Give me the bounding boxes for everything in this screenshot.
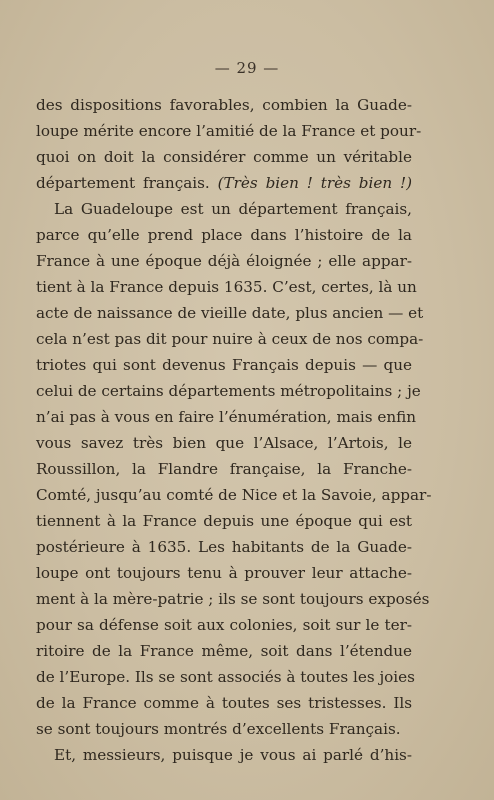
applause-note: (Très bien ! très bien !) bbox=[217, 174, 412, 192]
text-line: Comté, jusqu’au comté de Nice et la Savoie, appar- bbox=[36, 486, 432, 504]
page-number: — 29 — bbox=[214, 59, 280, 77]
text-line: pour sa défense soit aux colonies, soit sur le ter- bbox=[36, 616, 412, 634]
text-line: postérieure à 1635. Les habitants de la Guade- bbox=[36, 538, 412, 556]
text-line: loupe mérite encore l’amitié de la France et pour- bbox=[36, 122, 422, 140]
text-line: celui de certains départements métropolitains ; je bbox=[36, 382, 421, 400]
text-line: de la France comme à toutes ses tristesses. Ils bbox=[36, 694, 412, 712]
text-line: ritoire de la France même, soit dans l’étendue bbox=[36, 642, 412, 660]
text-line: tiennent à la France depuis une époque qui est bbox=[36, 512, 412, 530]
text-line: Roussillon, la Flandre française, la Franche- bbox=[36, 460, 412, 478]
text-line: des dispositions favorables, combien la Guade- bbox=[36, 96, 412, 114]
text-line: cela n’est pas dit pour nuire à ceux de nos compa- bbox=[36, 330, 424, 348]
text-line: ment à la mère-patrie ; ils se sont toujours exposés bbox=[36, 590, 430, 608]
text-line: de l’Europe. Ils se sont associés à toutes les joies bbox=[36, 668, 415, 686]
text-line: département français. (Très bien ! très bien !) bbox=[36, 174, 412, 192]
text-line: vous savez très bien que l’Alsace, l’Artois, le bbox=[36, 434, 412, 452]
text-line: La Guadeloupe est un département français, bbox=[54, 200, 412, 218]
body-text bbox=[36, 92, 432, 768]
text-line: acte de naissance de vieille date, plus ancien — et bbox=[36, 304, 424, 322]
text-line: triotes qui sont devenus Français depuis — que bbox=[36, 356, 412, 374]
text-line: n’ai pas à vous en faire l’énumération, mais enfin bbox=[36, 408, 417, 426]
text-line: France à une époque déjà éloignée ; elle appar- bbox=[36, 252, 412, 270]
text-line: se sont toujours montrés d’excellents Français. bbox=[36, 720, 401, 738]
text-line: quoi on doit la considérer comme un véritable bbox=[36, 148, 412, 166]
text-line: loupe ont toujours tenu à prouver leur attache- bbox=[36, 564, 412, 582]
text-line: parce qu’elle prend place dans l’histoire de la bbox=[36, 226, 412, 244]
text-line: Et, messieurs, puisque je vous ai parlé d’his- bbox=[54, 746, 412, 764]
text-line: tient à la France depuis 1635. C’est, certes, là un bbox=[36, 278, 417, 296]
